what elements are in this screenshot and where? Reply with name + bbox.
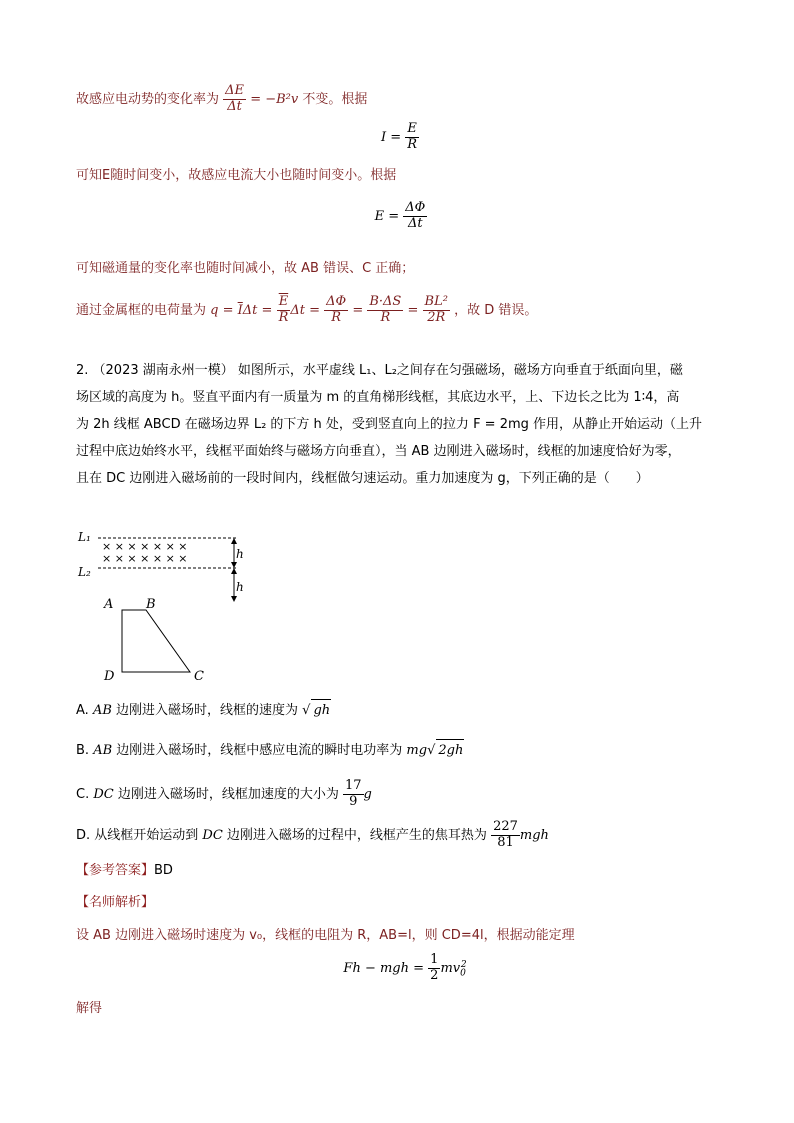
label-h-upper: h (236, 547, 244, 561)
equation-kinetic-energy: Fh − mgh = $\frac{1}{2}$ $mv_0^2$ (343, 952, 467, 983)
option-text: 边刚进入磁场时，线框加速度的大小为 (113, 786, 343, 802)
equation-ohm: I = $\frac{E}{R}$ (380, 121, 418, 152)
vertex-D: D (104, 669, 115, 684)
answer-value: BD (154, 863, 173, 878)
solution-text: ，故 D 错误。 (454, 302, 538, 318)
option-text: DC (93, 786, 114, 802)
solution-line-3: 可知磁通量的变化率也随时间减小，故 AB 错误、C 正确； (76, 261, 415, 276)
option-text: 边刚进入磁场的过程中，线框产生的焦耳热为 (222, 827, 492, 843)
solution-text: 故感应电动势的变化率为 (76, 91, 220, 107)
option-B (76, 739, 726, 762)
field-crosses-row-2: × × × × × × × (102, 552, 188, 565)
formula-b2v: = −B²v (250, 91, 299, 107)
answer-line (76, 860, 726, 882)
formula-227-81-mgh: $\frac{227}{81}$ mgh (493, 819, 549, 850)
question-line: 2. （2023 湖南永州一模） 如图所示，水平虚线 L₁、L₂之间存在匀强磁场，磁场方向垂直于纸面向里，磁 (76, 363, 683, 378)
arrowhead (231, 596, 237, 602)
option-text: 边刚进入磁场时，线框中感应电流的瞬时电功率为 (112, 743, 407, 758)
question-line: 且在 DC 边刚进入磁场前的一段时间内，线框做匀速运动。重力加速度为 g，下列正确的是（ ） (76, 471, 649, 486)
option-text: C. (76, 786, 94, 802)
arrowhead (231, 562, 237, 568)
trapezoid-frame (122, 610, 190, 672)
option-text: DC (202, 827, 223, 843)
diagram-svg (76, 528, 276, 688)
option-C (76, 779, 726, 810)
option-text: AB (93, 743, 113, 758)
analysis-line-1: 设 AB 边刚进入磁场时速度为 v₀，线框的电阻为 R，AB=l，则 CD=4l，根据动能定理 (76, 928, 575, 943)
arrowhead (231, 568, 237, 574)
analysis-line-2: 解得 (76, 1001, 103, 1016)
analysis-label: 【名师解析】 (76, 895, 155, 910)
label-L2: L₂ (78, 565, 91, 579)
field-crosses-row-1: × × × × × × × (102, 540, 188, 553)
trapezoid-diagram (76, 528, 276, 692)
option-text: 边刚进入磁场时，线框的速度为 (111, 703, 303, 718)
solution-line-2: 可知E随时间变小，故感应电流大小也随时间变小。根据 (76, 168, 397, 183)
option-text: AB (92, 703, 112, 718)
question-line: 过程中底边始终水平，线框平面始终与磁场方向垂直），当 AB 边刚进入磁场时，线框的加速度恰好为零， (76, 444, 681, 459)
solution-line-4 (76, 295, 726, 326)
option-text: D. 从线框开始运动到 (76, 827, 203, 843)
equation-faraday: E = $\frac{\Delta\Phi}{\Delta t}$ (374, 200, 426, 231)
formula-sqrt-gh: √ gh (302, 703, 331, 718)
formula-17-9-g: $\frac{17}{9}$ g (344, 778, 372, 809)
vertex-C: C (194, 669, 204, 684)
arrowhead (231, 538, 237, 544)
label-h-lower: h (236, 580, 244, 594)
option-D (76, 820, 726, 851)
question-line: 为 2h 线框 ABCD 在磁场边界 L₂ 的下方 h 处，受到竖直向上的拉力 F = 2mg 作用，从静止开始运动（上升 (76, 417, 703, 432)
vertex-B: B (146, 597, 156, 612)
question-line: 场区域的高度为 h。竖直平面内有一质量为 m 的直角梯形线框，其底边水平，上、下边长之比为 1∶4，高 (76, 390, 680, 405)
option-text: A. (76, 703, 93, 718)
formula-charge: $q = \overline{I}\Delta t$ = $\frac{\overline{E}}{R}$ Δt = $\frac{\Delta\Phi}{R}$ = $\frac{B\cdot\Delta S}{R}$ = $\frac{\text{BL²}}{2R}$ (210, 294, 448, 325)
answer-label: 【参考答案】 (76, 863, 155, 878)
option-A (76, 699, 726, 722)
vertex-A: A (104, 597, 114, 612)
solution-text: 通过金属框的电荷量为 (76, 302, 207, 318)
option-text: B. (76, 743, 94, 758)
fraction-dE-dt: $\frac{\Delta E}{\Delta t}$ (225, 83, 245, 114)
formula-mg-sqrt-2gh: mg√ 2gh (406, 743, 464, 758)
label-L1: L₁ (78, 530, 91, 544)
solution-text: 不变。根据 (302, 91, 368, 107)
question-2 (76, 357, 726, 492)
solution-line-1 (76, 84, 726, 115)
